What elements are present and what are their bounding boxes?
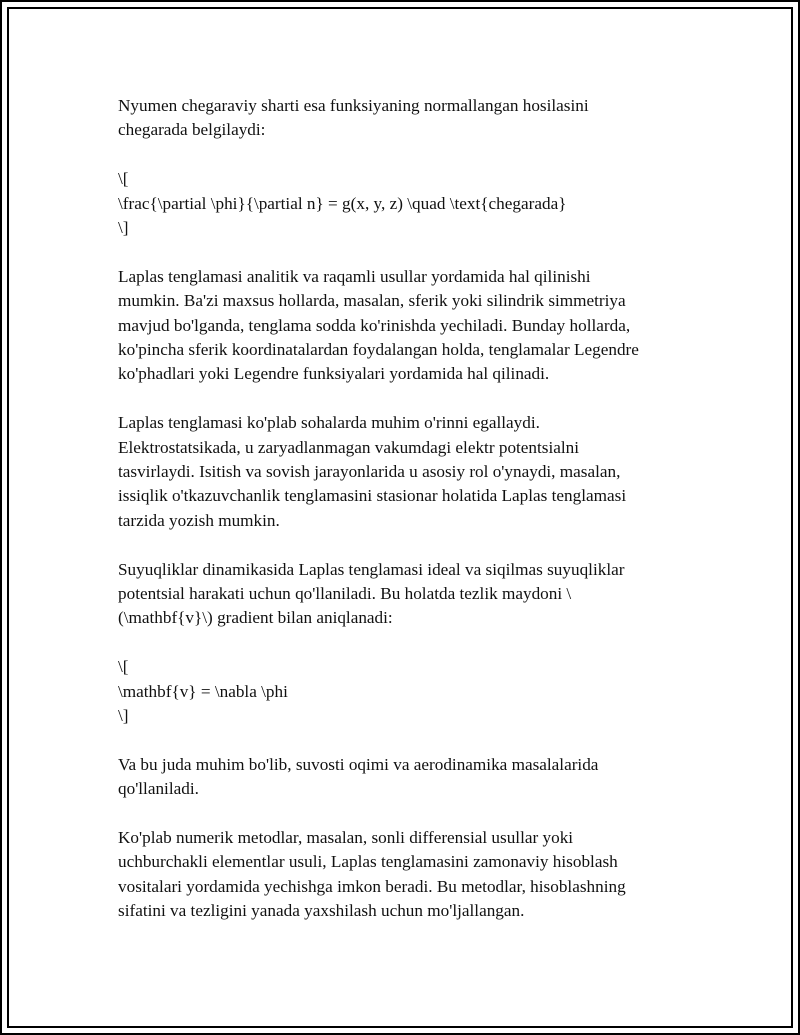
paragraph-gap [118,728,688,752]
paragraph-gap [118,631,688,655]
paragraph-applications: Laplas tenglamasi ko'plab sohalarda muhim o'rinni egallaydi. Elektrostatsikada, u zaryadlanmagan vakumdagi elektr potentsialni tasvirlaydi. Isitish va sovish jarayonlarida u asosiy rol o'ynaydi, masalan, issiqlik o'tkazuvchanlik tenglamasini stasionar holatida Laplas tenglamasi tarzida yozish mumkin. [118,413,627,530]
formula-neumann: \[ \frac{\partial \phi}{\partial n} = g(x, y, z) \quad \text{chegarada} \] [118,169,567,238]
paragraph-gap [118,240,688,264]
paragraph-neumann-condition: Nyumen chegaraviy sharti esa funksiyaning normallangan hosilasini chegarada belgilaydi: [118,96,589,140]
paragraph-gap [118,143,688,167]
paragraph-gap [118,533,688,557]
paragraph-numerical-methods: Ko'plab numerik metodlar, masalan, sonli differensial usullar yoki uchburchakli elementlar usuli, Laplas tenglamasini zamonaviy hisoblash vositalari yordamida yechishga imkon beradi. Bu metodlar, hisoblashning sifatini va tezligini yanada yaxshilash uchun mo'ljallangan. [118,828,626,921]
document-body [118,94,688,924]
paragraph-gap [118,802,688,826]
formula-velocity-gradient: \[ \mathbf{v} = \nabla \phi \] [118,657,288,726]
paragraph-solution-methods: Laplas tenglamasi analitik va raqamli usullar yordamida hal qilinishi mumkin. Ba'zi maxsus hollarda, masalan, sferik yoki silindrik simmetriya mavjud bo'lganda, tenglama sodda ko'rinishda yechiladi. Bunday hollarda, ko'pincha sferik koordinatalardan foydalangan holda, tenglamalar Legendre ko'phadlari yoki Legendre funksiyalari yordamida hal qilinadi. [118,266,639,384]
paragraph-aerodynamics: Va bu juda muhim bo'lib, suvosti oqimi va aerodinamika masalalarida qo'llaniladi. [118,754,599,799]
paragraph-fluid-dynamics: Suyuqliklar dinamikasida Laplas tenglamasi ideal va siqilmas suyuqliklar potentsial harakati uchun qo'llaniladi. Bu holatda tezlik maydoni \ (\mathbf{v}\) gradient bilan aniqlanadi: [118,559,625,628]
paragraph-gap [118,387,688,411]
